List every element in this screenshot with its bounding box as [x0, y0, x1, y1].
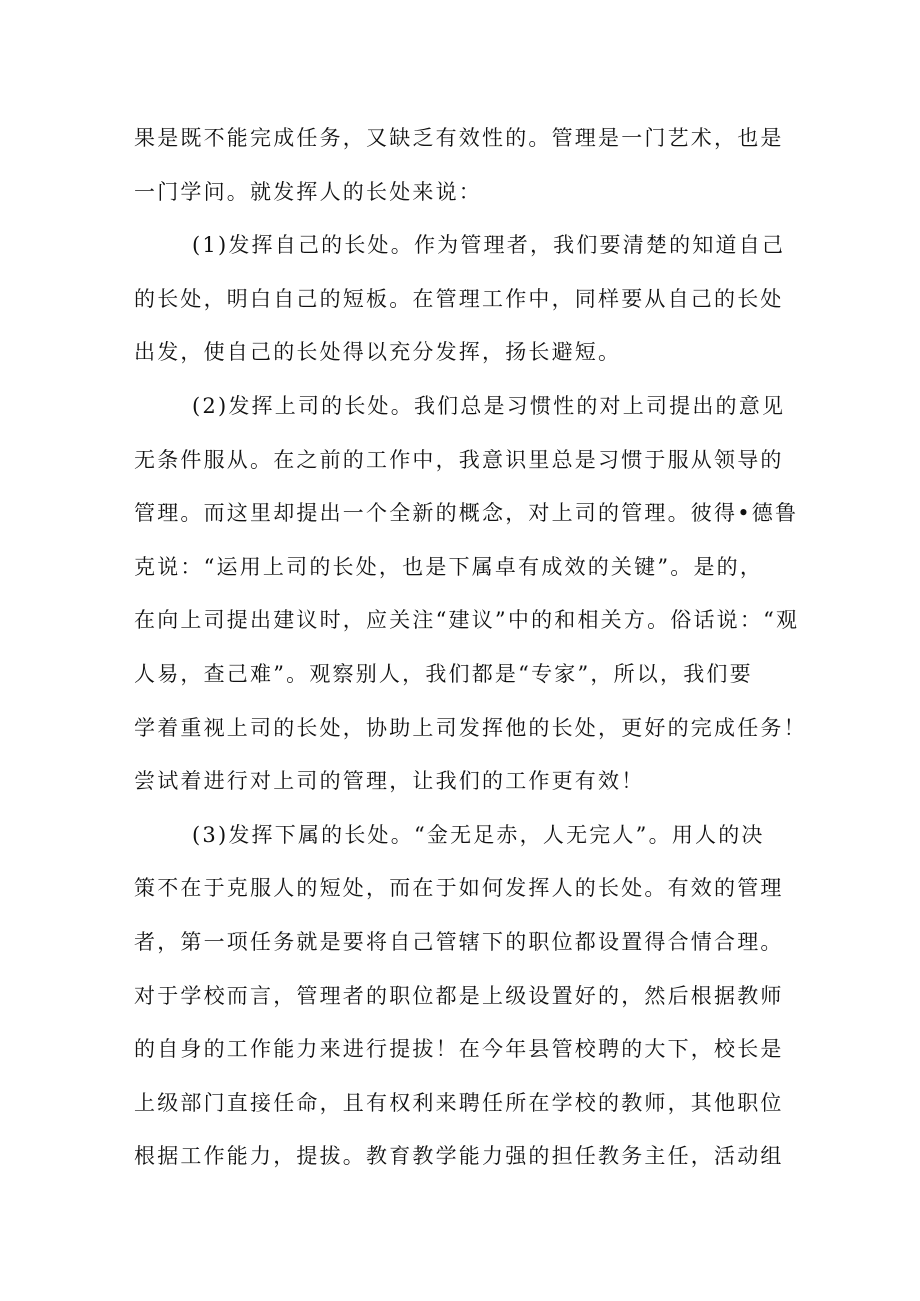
- text-line: 人易，查己难”。观察别人，我们都是“专家”，所以，我们要: [134, 661, 753, 686]
- text-line: 者，第一项任务就是要将自己管辖下的职位都设置得合情合理。: [134, 929, 784, 954]
- text-line: 对于学校而言，管理者的职位都是上级设置好的，然后根据教师: [134, 983, 784, 1008]
- text-line: 根据工作能力，提拔。教育教学能力强的担任教务主任，活动组: [134, 1144, 784, 1169]
- text-line: 策不在于克服人的短处，而在于如何发挥人的长处。有效的管理: [134, 876, 784, 901]
- text-line: 尝试着进行对上司的管理，让我们的工作更有效！: [134, 769, 645, 794]
- text-line: 的自身的工作能力来进行提拔！在今年县管校聘的大下，校长是: [134, 1037, 784, 1062]
- text-line: 克说：“运用上司的长处，也是下属卓有成效的关键”。是的，: [134, 554, 764, 579]
- paragraph-start-line: (3)发挥下属的长处。“金无足赤，人无完人”。用人的决: [192, 822, 765, 847]
- text-line: 无条件服从。在之前的工作中，我意识里总是习惯于服从领导的: [134, 447, 784, 472]
- paragraph-start-line: (2)发挥上司的长处。我们总是习惯性的对上司提出的意见: [192, 393, 786, 418]
- text-line: 管理。而这里却提出一个全新的概念，对上司的管理。彼得•德鲁: [134, 501, 799, 526]
- paragraph-start-line: (1)发挥自己的长处。作为管理者，我们要清楚的知道自己: [192, 233, 786, 258]
- document-body: [134, 112, 807, 1184]
- text-line: 学着重视上司的长处，协助上司发挥他的长处，更好的完成任务！: [134, 715, 807, 740]
- text-line: 的长处，明白自己的短板。在管理工作中，同样要从自己的长处: [134, 286, 784, 311]
- text-line: 在向上司提出建议时，应关注“建议”中的和相关方。俗话说：“观: [134, 608, 800, 633]
- text-line: 果是既不能完成任务，又缺乏有效性的。管理是一门艺术，也是: [134, 126, 784, 150]
- text-line: 出发，使自己的长处得以充分发挥，扬长避短。: [134, 340, 622, 365]
- text-line: 一门学问。就发挥人的长处来说：: [134, 179, 482, 204]
- text-line: 上级部门直接任命，且有权利来聘任所在学校的教师，其他职位: [134, 1090, 784, 1115]
